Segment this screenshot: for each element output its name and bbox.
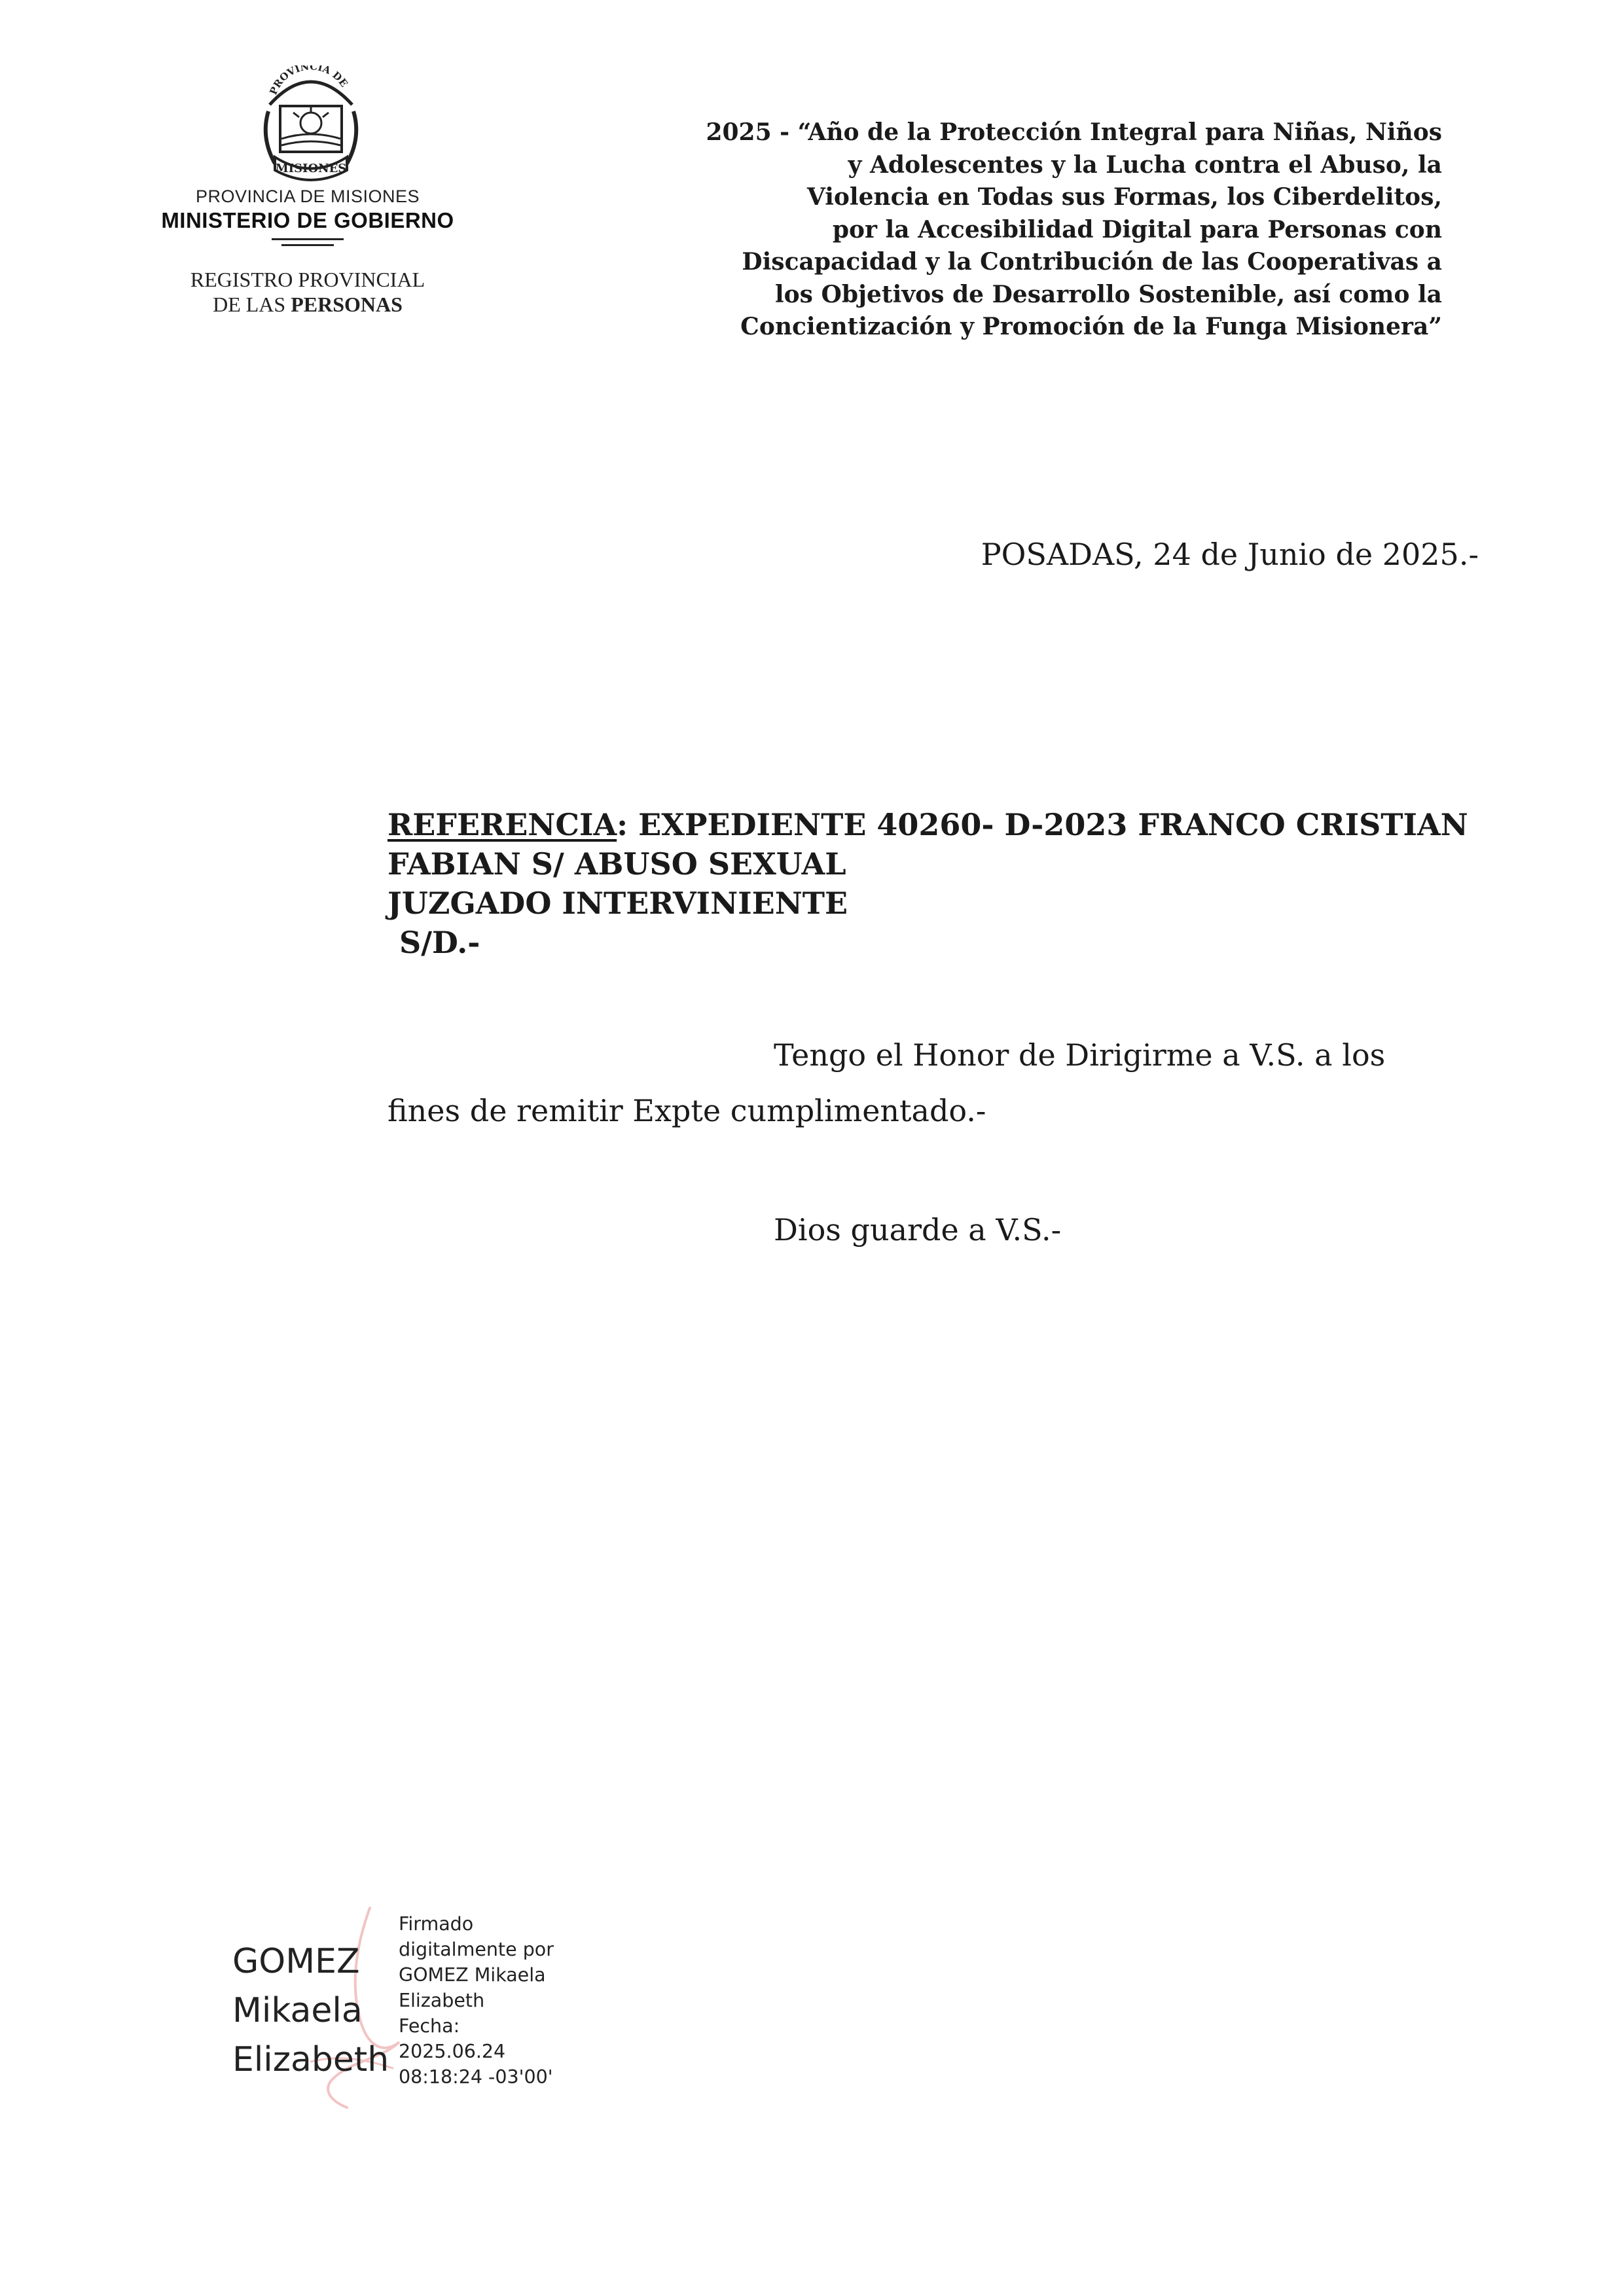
signature-detail-line: Fecha: xyxy=(399,2015,460,2037)
registry-line-2-bold: PERSONAS xyxy=(291,293,403,316)
reference-line-4: S/D.- xyxy=(399,925,480,960)
ministry-name: MINISTERIO DE GOBIERNO xyxy=(161,208,454,232)
motto-line: Discapacidad y la Contribución de las Cooperativas a xyxy=(742,248,1442,276)
header-divider xyxy=(272,238,344,240)
reference-line-2: FABIAN S/ ABUSO SEXUAL xyxy=(388,846,846,882)
signature-detail-line: digitalmente por xyxy=(399,1939,554,1960)
reference-line-1 xyxy=(388,805,1468,844)
registry-line-2 xyxy=(151,292,465,317)
registry-line-1: REGISTRO PROVINCIAL xyxy=(190,268,425,291)
signature-detail-line: 2025.06.24 xyxy=(399,2041,506,2062)
signature-detail-line: 08:18:24 -03'00' xyxy=(399,2066,553,2088)
motto-line: 2025 - “Año de la Protección Integral para Niñas, Niños xyxy=(706,118,1442,146)
signature-detail-line: Elizabeth xyxy=(399,1990,485,2011)
reference-case: : EXPEDIENTE 40260- D-2023 FRANCO CRISTIAN xyxy=(617,807,1468,842)
year-motto xyxy=(591,117,1442,344)
signer-name xyxy=(232,1937,389,2085)
header-divider xyxy=(281,244,334,246)
motto-line: por la Accesibilidad Digital para Personas con xyxy=(832,215,1442,243)
registry-line-2-prefix: DE LAS xyxy=(213,293,291,316)
svg-text:MISIONES: MISIONES xyxy=(275,162,347,175)
digital-signature xyxy=(232,1905,599,2121)
signature-detail-line: Firmado xyxy=(399,1913,474,1935)
reference-block xyxy=(388,805,1468,962)
reference-label: REFERENCIA xyxy=(388,807,617,842)
motto-line: los Objetivos de Desarrollo Sostenible, así como la xyxy=(774,280,1442,308)
closing-line: Dios guarde a V.S.- xyxy=(774,1212,1062,1247)
signature-details xyxy=(399,1911,554,2090)
province-name: PROVINCIA DE MISIONES xyxy=(195,187,420,206)
reference-line-3: JUZGADO INTERVINIENTE xyxy=(388,886,848,921)
date-line: POSADAS, 24 de Junio de 2025.- xyxy=(981,537,1479,572)
signer-name-line: Elizabeth xyxy=(232,2040,389,2079)
motto-line: Concientización y Promoción de la Funga Misionera” xyxy=(740,313,1442,340)
svg-text:PROVINCIA DE: PROVINCIA DE xyxy=(267,65,350,97)
motto-line: y Adolescentes y la Lucha contra el Abuso, la xyxy=(848,151,1442,179)
signature-detail-line: GOMEZ Mikaela xyxy=(399,1964,546,1986)
signer-name-line: GOMEZ xyxy=(232,1942,360,1981)
signer-name-line: Mikaela xyxy=(232,1991,363,2030)
motto-line: Violencia en Todas sus Formas, los Ciberdelitos, xyxy=(806,183,1442,211)
body-paragraph-line-2: fines de remitir Expte cumplimentado.- xyxy=(388,1093,986,1128)
ministry-header xyxy=(151,187,465,246)
registry-name xyxy=(151,267,465,317)
provincial-seal-logo xyxy=(255,65,367,183)
body-paragraph-line-1: Tengo el Honor de Dirigirme a V.S. a los xyxy=(774,1037,1386,1073)
